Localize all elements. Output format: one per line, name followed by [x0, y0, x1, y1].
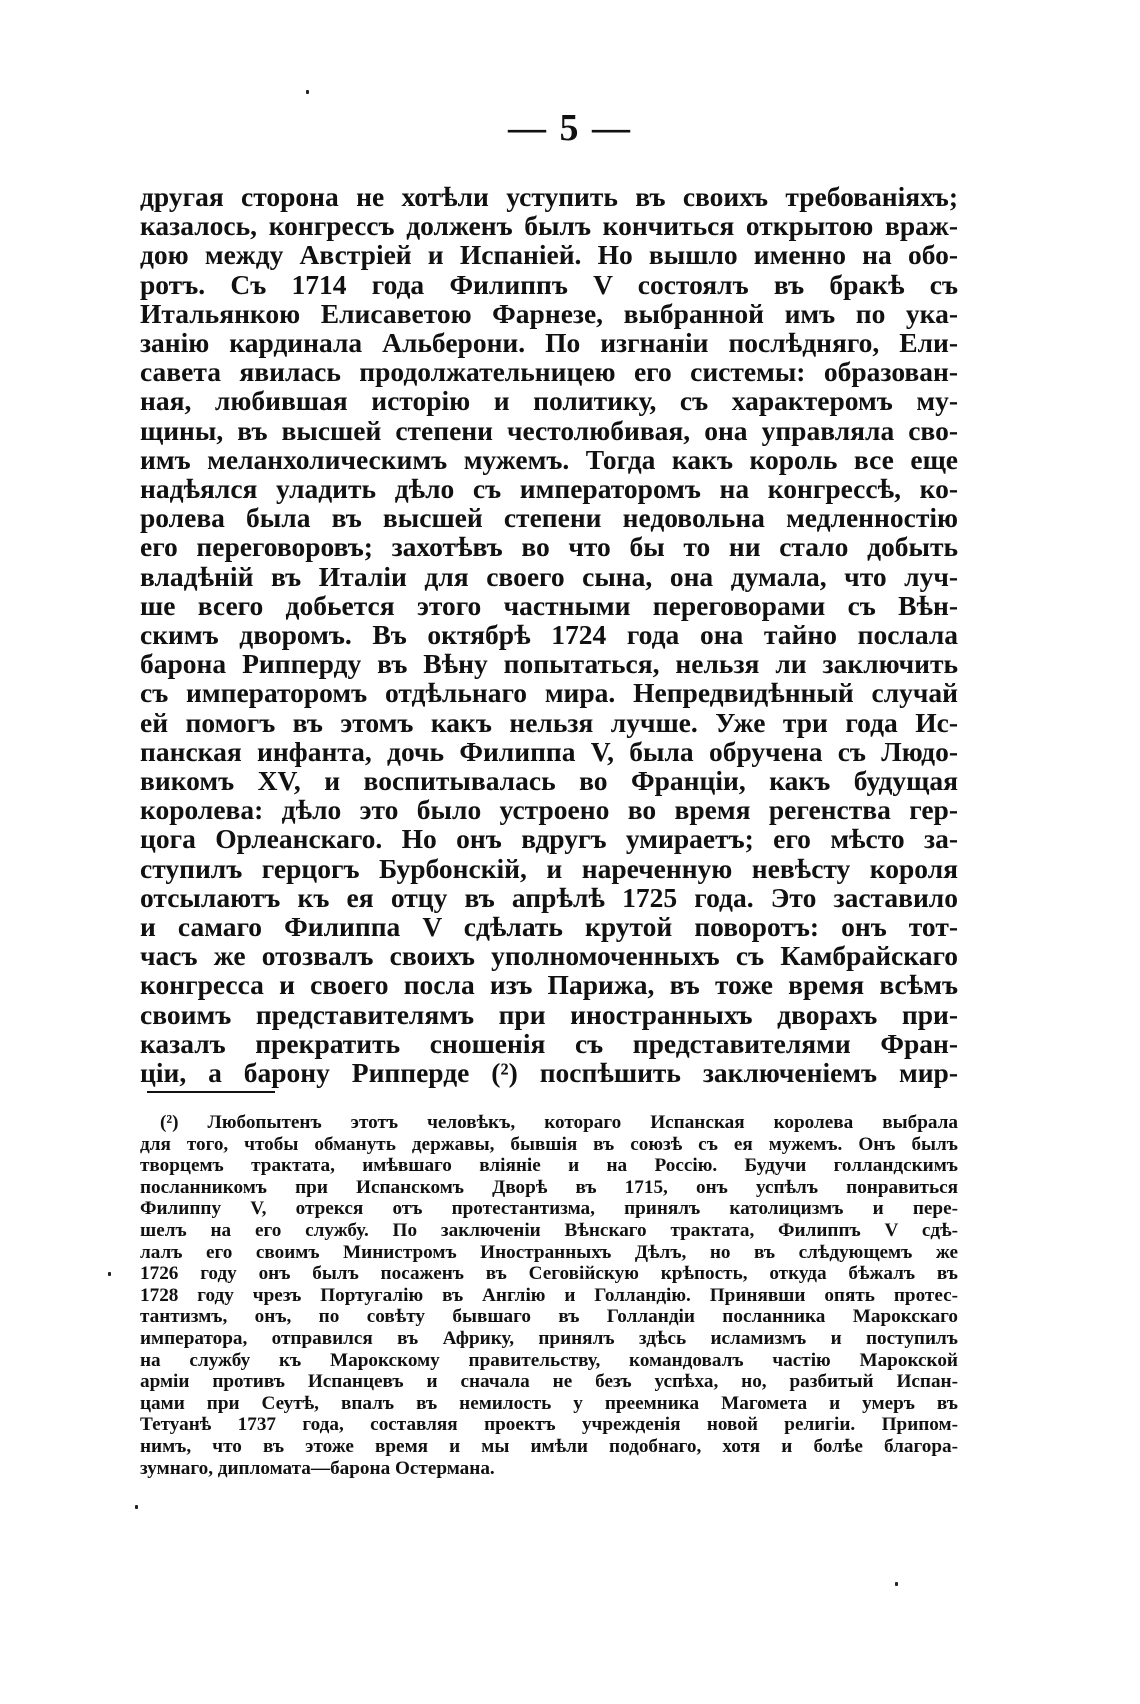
text-line: ная, любившая исторію и политику, съ характеромъ му- [140, 385, 958, 417]
footnote-line: тантизмъ, онъ, по совѣту бывшаго въ Голландіи посланника Марокскаго [140, 1306, 958, 1328]
text-line: ступилъ герцогъ Бурбонскій, и нареченную невѣсту короля [140, 852, 958, 884]
print-speck [895, 1582, 898, 1586]
footnote-line: арміи противъ Испанцевъ и сначала не безъ успѣха, но, разбитый Испан- [140, 1371, 958, 1393]
footnote-line: нимъ, что въ этоже время и мы имѣли подобнаго, хотя и болѣе благора- [140, 1435, 958, 1457]
text-line: отсылаютъ къ ея отцу въ апрѣлѣ 1725 года. Это заставило [140, 881, 958, 913]
footnote-divider [147, 1091, 275, 1093]
text-line: скимъ дворомъ. Въ октябрѣ 1724 года она тайно послала [140, 619, 958, 651]
footnote-line: лалъ его своимъ Министромъ Иностранныхъ Дѣлъ, но въ слѣдующемъ же [140, 1241, 958, 1263]
text-line: казалось, конгрессъ долженъ былъ кончиться открытою враж- [140, 210, 958, 242]
footnote [140, 1112, 958, 1479]
print-speck [135, 1505, 138, 1509]
footnote-line: императора, отправился въ Африку, принялъ здѣсь исламизмъ и поступилъ [140, 1327, 958, 1349]
print-speck [108, 1272, 111, 1276]
text-line: занію кардинала Альберони. По изгнаніи послѣдняго, Ели- [140, 327, 958, 359]
text-line: ротъ. Съ 1714 года Филиппъ V состоялъ въ бракѣ съ [140, 268, 958, 300]
text-line: цога Орлеанскаго. Но онъ вдругъ умираетъ; его мѣсто за- [140, 823, 958, 855]
text-line: ролева была въ высшей степени недовольна медленностію [140, 502, 958, 534]
text-line: ціи, а барону Рипперде (²) поспѣшить заключеніемъ мир- [140, 1057, 958, 1089]
text-line: королева: дѣло это было устроено во время регенства гер- [140, 794, 958, 826]
text-line: съ императоромъ отдѣльнаго мира. Непредвидѣнный случай [140, 677, 958, 709]
text-line: другая сторона не хотѣли уступить въ своихъ требованіяхъ; [140, 181, 958, 212]
footnote-line: посланникомъ при Испанскомъ Дворѣ въ 1715, онъ успѣлъ понравиться [140, 1176, 958, 1198]
text-line: владѣній въ Италіи для своего сына, она думала, что луч- [140, 560, 958, 592]
text-line: щины, въ высшей степени честолюбивая, она управляла сво- [140, 414, 958, 446]
print-speck [306, 90, 309, 94]
text-line: надѣялся уладить дѣло съ императоромъ на конгрессѣ, ко- [140, 473, 958, 505]
footnote-line: цами при Сеутѣ, впалъ въ немилость у преемника Магомета и умеръ въ [140, 1392, 958, 1414]
footnote-line: Тетуанѣ 1737 года, составляя проектъ учрежденія новой религіи. Припом- [140, 1414, 958, 1436]
text-line: викомъ XV, и воспитывалась во Франціи, какъ будущая [140, 765, 958, 797]
footnote-line: 1726 году онъ былъ посаженъ въ Сеговійскую крѣпость, откуда бѣжалъ въ [140, 1263, 958, 1285]
footnote-line: (²) Любопытенъ этотъ человѣкъ, котораго Испанская королева выбрала [160, 1112, 958, 1133]
footnote-line: творцемъ трактата, имѣвшаго вліяніе и на Россію. Будучи голландскимъ [140, 1155, 958, 1177]
footnote-line: зумнаго, дипломата—барона Остермана. [140, 1457, 495, 1479]
footnote-line: на службу къ Марокскому правительству, командовалъ частію Марокской [140, 1349, 958, 1371]
text-line: дою между Австріей и Испаніей. Но вышло именно на обо- [140, 239, 958, 271]
text-line: своимъ представителямъ при иностранныхъ дворахъ при- [140, 998, 958, 1030]
footnote-line: Филиппу V, отрекся отъ протестантизма, принялъ католицизмъ и пере- [140, 1198, 958, 1220]
text-line: ше всего добьется этого частными переговорами съ Вѣн- [140, 589, 958, 621]
text-line: Итальянкою Елисаветою Фарнезе, выбранной имъ по ука- [140, 297, 958, 329]
text-line: его переговоровъ; захотѣвъ во что бы то ни стало добыть [140, 531, 958, 563]
text-line: и самаго Филиппа V сдѣлать крутой поворотъ: онъ тот- [140, 911, 958, 943]
text-line: конгресса и своего посла изъ Парижа, въ тоже время всѣмъ [140, 969, 958, 1001]
text-line: савета явилась продолжательницею его системы: образован- [140, 356, 958, 388]
footnote-line: шелъ на его службу. По заключеніи Вѣнскаго трактата, Филиппъ V сдѣ- [140, 1219, 958, 1241]
text-line: часъ же отозвалъ своихъ уполномоченныхъ съ Камбрайскаго [140, 940, 958, 972]
footnote-line: 1728 году чрезъ Португалію въ Англію и Голландію. Принявши опять протес- [140, 1284, 958, 1306]
text-line: барона Рипперду въ Вѣну попытаться, нельзя ли заключить [140, 648, 958, 680]
text-line: панская инфанта, дочь Филиппа V, была обручена съ Людо- [140, 735, 958, 767]
text-line: казалъ прекратить сношенія съ представителями Фран- [140, 1027, 958, 1059]
footnote-line: для того, чтобы обмануть державы, бывшія въ союзѣ съ ея мужемъ. Онъ былъ [140, 1133, 958, 1155]
main-text [140, 182, 958, 1087]
page-number: — 5 — [508, 107, 632, 149]
text-line: ей помогъ въ этомъ какъ нельзя лучше. Уже три года Ис- [140, 706, 958, 738]
text-line: имъ меланхолическимъ мужемъ. Тогда какъ король все еще [140, 443, 958, 475]
